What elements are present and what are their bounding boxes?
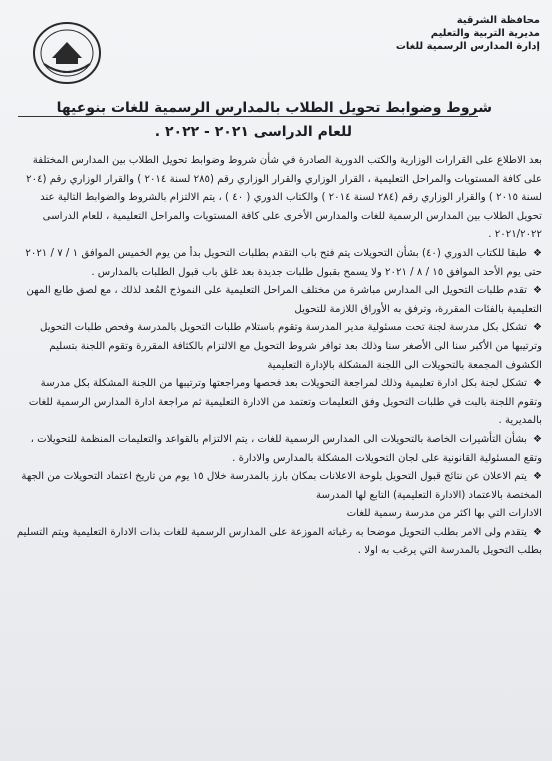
bullet-icon: ❖: [533, 378, 542, 390]
header-directorate: مديرية التربية والتعليم: [430, 28, 540, 39]
bullet-icon: ❖: [533, 322, 542, 334]
bullet-icon: ❖: [533, 247, 542, 259]
bullet-icon: ❖: [533, 433, 542, 445]
bullet-item: [14, 375, 542, 431]
intro-paragraph: بعد الاطلاع على القرارات الوزارية والكتب الدورية الصادرة في شأن شروط وضوابط تحويل الطلاب بين المدارس المختلفة على كافة المستويات والمراحل التعليمية ، القرار الوزاري والقرار الوزاري رقم (٢٨٥ لسنة ٢٠١٤ ) والقرار الوزاري رقم (٢٠٤ لسنة ٢٠١٥ ) والقرار الوزاري رقم (٢٨٤ لسنة ٢٠١٤ ) والكتاب الدوري ( ٤٠ ) ، يتم الالتزام بالشروط والضوابط التالية عند تحويل الطلاب بين المدارس الرسمية للغات والمدارس الأخرى على كافة المستويات والمراحل التعليمية ، للعام الدراسى ٢٠٢١/٢٠٢٢ .: [26, 155, 542, 241]
bullet-icon: ❖: [533, 471, 542, 483]
bullet-item: [14, 524, 542, 561]
bullet-text: يتم الاعلان عن نتائج قبول التحويل بلوحة الاعلانات بمكان بارز بالمدرسة خلال ١٥ يوم من تاريخ اعتماد التحويلات من الجهة المختصة بالاعتماد (الادارة التعليمية) التابع لها المدرسة: [21, 471, 542, 501]
interstitial-line: الادارات التي بها اكثر من مدرسة رسمية للغات: [346, 508, 542, 520]
bullet-item: [14, 468, 542, 505]
bullet-icon: ❖: [533, 526, 542, 538]
bullet-text: تشكل بكل مدرسة لجنة تحت مسئولية مدير المدرسة وتقوم باستلام طلبات التحويل بالمدرسة وفحص طلبات التحويل وترتيبها من الأكبر سنا الى الأصغر سنا وذلك بعد توافر شروط التحويل مع الالتزام بالكثافة المقررة وتقوم اللجنة بتسليم الكشوف المجمعة بالتحويلات الى اللجنة المشكلة بالإدارة التعليمية: [40, 322, 542, 371]
bullet-text: تشكل لجنة بكل ادارة تعليمية وذلك لمراجعة التحويلات بعد فحصها ومراجعتها وترتيبها من اللجنة المشكلة بكل مدرسة وتقوم اللجنة بالبت في طلبات التحويل وفق التعليمات وتعتمد من الادارة التعليمية ثم مراجعة ادارة المدارس الرسمية للغات بالمديرية .: [28, 378, 542, 427]
document-title: شروط وضوابط تحويل الطلاب بالمدارس الرسمية للغات بنوعيها: [56, 100, 492, 116]
bullet-item: [14, 431, 542, 468]
bullet-text: يتقدم ولى الامر بطلب التحويل موضحا به رغباته الموزعة على المدارس الرسمية للغات بذات الادارة التعليمية ويتم التسليم بطلب التحويل بالمدرسة التي يرغب به اولا .: [16, 526, 542, 557]
bullet-item: [14, 282, 542, 319]
header-governorate: محافظة الشرقية: [456, 15, 540, 26]
header-administration: إدارة المدارس الرسمية للغات: [395, 41, 540, 52]
bullet-item: [14, 319, 542, 375]
document-body: [14, 152, 542, 561]
title-underline: [18, 116, 478, 117]
school-emblem-icon: [30, 20, 104, 86]
bullet-text: بشأن التأشيرات الخاصة بالتحويلات الى المدارس الرسمية للغات ، يتم الالتزام بالقواعد والتعليمات المنظمة للتحويلات ، وتقع المسئولية القانونية على لجان التحويلات المشكلة بالمدارس والادارة .: [30, 433, 542, 464]
header-block: [390, 14, 540, 53]
bullet-text: طبقا للكتاب الدوري (٤٠) بشأن التحويلات يتم فتح باب التقدم بطلبات التحويل بدأ من يوم الخميس الموافق ١ / ٧ / ٢٠٢١ حتى يوم الأحد الموافق ١٥ / ٨ / ٢٠٢١ ولا يسمح بقبول طلبات جديدة بعد غلق باب قبول الطلبات بالمدارس .: [25, 247, 542, 278]
bullet-item: [14, 245, 542, 282]
bullet-icon: ❖: [533, 285, 542, 297]
document-subtitle: للعام الدراسى ٢٠٢١ - ٢٠٢٢ .: [154, 124, 352, 140]
bullet-text: تقدم طلبات التحويل الى المدارس مباشرة من مختلف المراحل التعليمية على النموذج المُعد لذلك ، مع لصق طابع المهن التعليمية بالفئات المقررة، وترفق به الأوراق اللازمة للتحويل: [26, 285, 542, 315]
